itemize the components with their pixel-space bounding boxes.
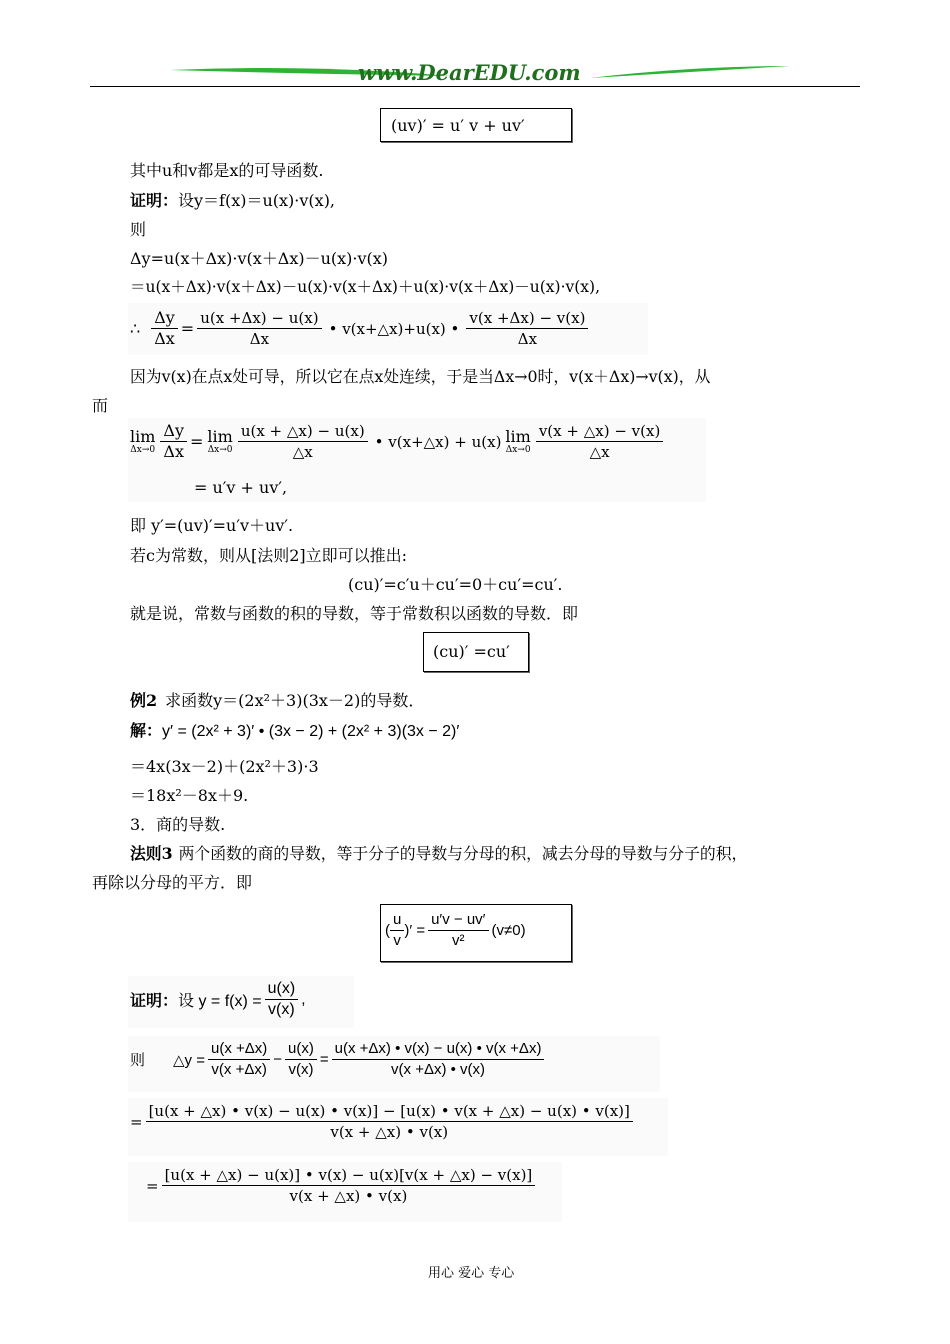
- therefore-equation: ∴ $\frac{\Delta y}{\Delta x}$ = $\frac{u(x +\Delta x) - u(x)}{\Delta x}$ • v(x+△x)+u(x) • $\frac{v(x +\Delta x) - v(x)}{\Delta x}$: [128, 303, 648, 355]
- text-continuity-2: 而: [92, 396, 109, 415]
- text-ji: 即 y′=(uv)′=u′v＋uv′.: [130, 516, 294, 535]
- example-2-line: 例2 求函数y＝(2x²＋3)(3x－2)的导数．: [130, 691, 425, 710]
- limit-result: = u′v + uv′,: [194, 478, 288, 497]
- quotient-step-3: = $\frac{[u(x + \triangle x) - u(x)] • v(x) - u(x)[v(x + \triangle x) - v(x)]}{v(x + \triangle x) • v(x)}$: [128, 1162, 562, 1222]
- rule-3-line-1: 法则3 两个函数的商的导数，等于分子的导数与分母的积，减去分母的导数与分子的积，: [130, 844, 748, 863]
- solution-step-3: ＝18x²－8x＋9.: [130, 786, 249, 805]
- header-swoosh-right: [590, 64, 790, 82]
- proof-2-line: 证明： 设 y = f(x) = $\frac{u(x)}{v(x)}$ ,: [128, 976, 354, 1028]
- text-expand: ＝u(x＋Δx)·v(x＋Δx)－u(x)·v(x＋Δx)＋u(x)·v(x＋Δx)－u(x)·v(x),: [130, 278, 601, 296]
- formula-box-constant-rule: (cu)′ =cu′: [423, 632, 529, 672]
- text-continuity-1: 因为v(x)在点x处可导，所以它在点x处连续，于是当Δx→0时，v(x＋Δx)→v(x)，从: [130, 367, 711, 386]
- solution-step-2: ＝4x(3x－2)＋(2x²＋3)·3: [130, 757, 319, 776]
- text-line-1: 其中u和v都是x的可导函数.: [130, 161, 324, 180]
- text-cu-derivation: (cu)′=c′u＋cu′=0＋cu′=cu′.: [348, 575, 563, 594]
- quotient-step-2: = [u(x + △x) • v(x) − u(x) • v(x)] − [u(x) • v(x + △x) − u(x) • v(x)] v(x + △x) • v(x): [128, 1098, 668, 1156]
- quotient-delta-equation: 则 △y = $\frac{u(x +\Delta x)}{v(x +\Delta x)}$ − $\frac{u(x)}{v(x)}$ = $\frac{u(x +\Delta x) • v(x) - u(x) • v(x +\Delta x)}{v(x +\Delta x) • v(x)}$: [128, 1036, 660, 1092]
- rule-3-line-2: 再除以分母的平方．即: [92, 873, 253, 892]
- proof-label: 证明：: [130, 191, 179, 210]
- header-site-name[interactable]: www.DearEDU.com: [358, 60, 581, 85]
- formula-box-product-rule: (uv)′ = u′ v + uv′: [380, 108, 572, 142]
- page-header: [90, 58, 860, 90]
- page-footer: 用心 爱心 专心: [428, 1266, 515, 1281]
- solution-line: 解：y′ = (2x² + 3)′ • (3x − 2) + (2x² + 3)(3x − 2)′: [130, 721, 460, 740]
- text-delta-y: Δy=u(x＋Δx)·v(x＋Δx)－u(x)·v(x): [130, 249, 389, 268]
- text-constant-rule: 就是说，常数与函数的积的导数，等于常数积以函数的导数．即: [130, 604, 579, 623]
- section-3-heading: 3．商的导数.: [130, 815, 226, 834]
- text-then: 则: [130, 220, 147, 239]
- proof-1-line: 证明：设y＝f(x)＝u(x)·v(x),: [130, 191, 336, 210]
- text-constant-c: 若c为常数，则从[法则2]立即可以推出:: [130, 546, 408, 565]
- limit-equation: lim Δx→0 $\frac{\Delta y}{\Delta x}$ = lim Δx→0 $\frac{u(x + \triangle x) - u(x)}{\triangle x}$ • v(x+△x) + u(x) lim Δx→0 $\frac{v(x + \triangle x) - v(x)}{\triangle x}$ = u′v + uv′,: [128, 418, 706, 502]
- header-rule: [90, 86, 860, 87]
- formula-box-quotient-rule: ( $\frac{u}{v}$ )′ = $\frac{u'v - uv'}{\text{v²}}$ (v≠0): [380, 904, 572, 962]
